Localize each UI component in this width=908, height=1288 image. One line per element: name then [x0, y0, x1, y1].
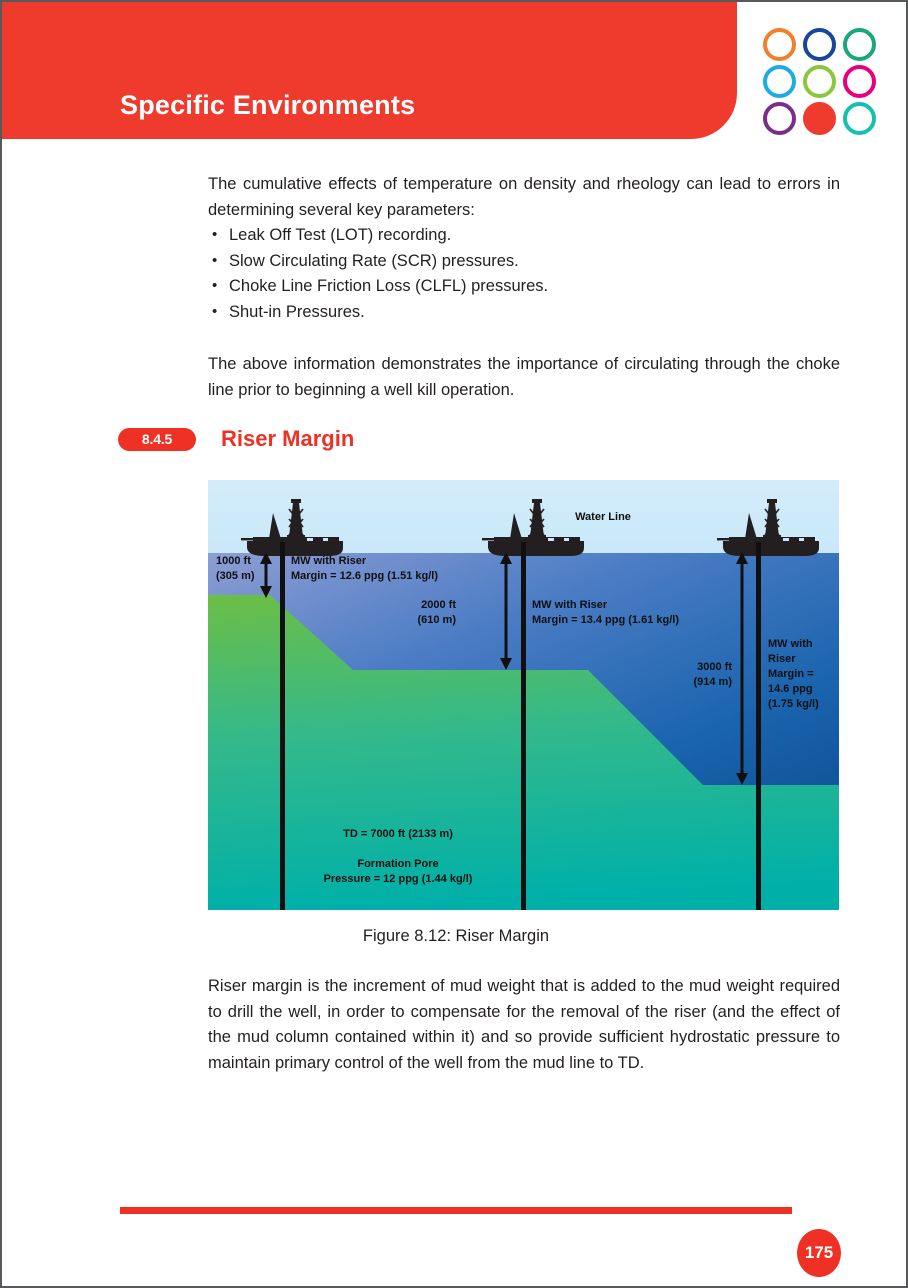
td-label: TD = 7000 ft (2133 m) — [343, 828, 453, 840]
brand-logo-grid — [763, 28, 885, 140]
mw-label-1-line2: Margin = 12.6 ppg (1.51 kg/l) — [291, 570, 439, 582]
section-number-badge: 8.4.5 — [118, 428, 196, 451]
water-line-label: Water Line — [575, 511, 631, 523]
mw-label-3-line5: (1.75 kg/l) — [768, 698, 819, 710]
key-parameters-list — [208, 223, 840, 325]
depth-m-2: (610 m) — [417, 614, 456, 626]
second-paragraph: The above information demonstrates the importance of circulating through the choke line prior to beginning a well kill operation. — [208, 355, 840, 399]
circle-magenta-icon — [843, 65, 876, 98]
list-item: • Shut-in Pressures. — [208, 300, 840, 326]
closing-paragraph: Riser margin is the increment of mud weight that is added to the mud weight required to drill the well, in order to compensate for the removal of the riser (and the effect of the mud column contained within it) and so provide sufficient hydrostatic pressure to maintain primary control of the well from the mud line to TD. — [208, 977, 840, 1072]
section-title: Riser Margin — [221, 426, 355, 451]
mw-label-2-line1: MW with Riser — [532, 599, 608, 611]
circle-orange-icon — [763, 28, 796, 61]
mw-label-1-line1: MW with Riser — [291, 555, 367, 567]
page-title: Specific Environments — [120, 90, 416, 120]
footer-divider — [120, 1207, 792, 1214]
circle-teal-icon — [843, 102, 876, 135]
wellbore-3 — [756, 542, 761, 910]
circle-lightblue-icon — [763, 65, 796, 98]
mw-label-2-line2: Margin = 13.4 ppg (1.61 kg/l) — [532, 614, 680, 626]
circle-red-filled-icon — [803, 102, 836, 135]
pore-pressure-line2: Pressure = 12 ppg (1.44 kg/l) — [323, 873, 473, 885]
depth-ft-3: 3000 ft — [697, 661, 732, 673]
wellbore-2 — [521, 542, 526, 910]
riser-margin-figure — [208, 480, 839, 910]
wellbore-1 — [280, 542, 285, 910]
circle-purple-icon — [763, 102, 796, 135]
list-item: • Slow Circulating Rate (SCR) pressures. — [208, 249, 840, 275]
circle-navy-icon — [803, 28, 836, 61]
depth-m-1: (305 m) — [216, 570, 255, 582]
list-item: • Choke Line Friction Loss (CLFL) pressures. — [208, 274, 840, 300]
mw-label-3-line2: Riser — [768, 653, 796, 665]
circle-green-icon — [843, 28, 876, 61]
list-item: • Leak Off Test (LOT) recording. — [208, 223, 840, 249]
depth-m-3: (914 m) — [693, 676, 732, 688]
figure-caption: Figure 8.12: Riser Margin — [362, 927, 550, 945]
intro-paragraph: The cumulative effects of temperature on density and rheology can lead to errors in determining several key parameters: — [208, 175, 840, 219]
mw-label-3-line3: Margin = — [768, 668, 814, 680]
depth-ft-1: 1000 ft — [216, 555, 251, 567]
mw-label-3-line4: 14.6 ppg — [768, 683, 813, 695]
section-heading — [118, 426, 354, 452]
mw-label-3-line1: MW with — [768, 638, 813, 650]
depth-ft-2: 2000 ft — [421, 599, 456, 611]
page-number-badge: 175 — [797, 1229, 841, 1277]
pore-pressure-line1: Formation Pore — [357, 858, 439, 870]
circle-lime-icon — [803, 65, 836, 98]
